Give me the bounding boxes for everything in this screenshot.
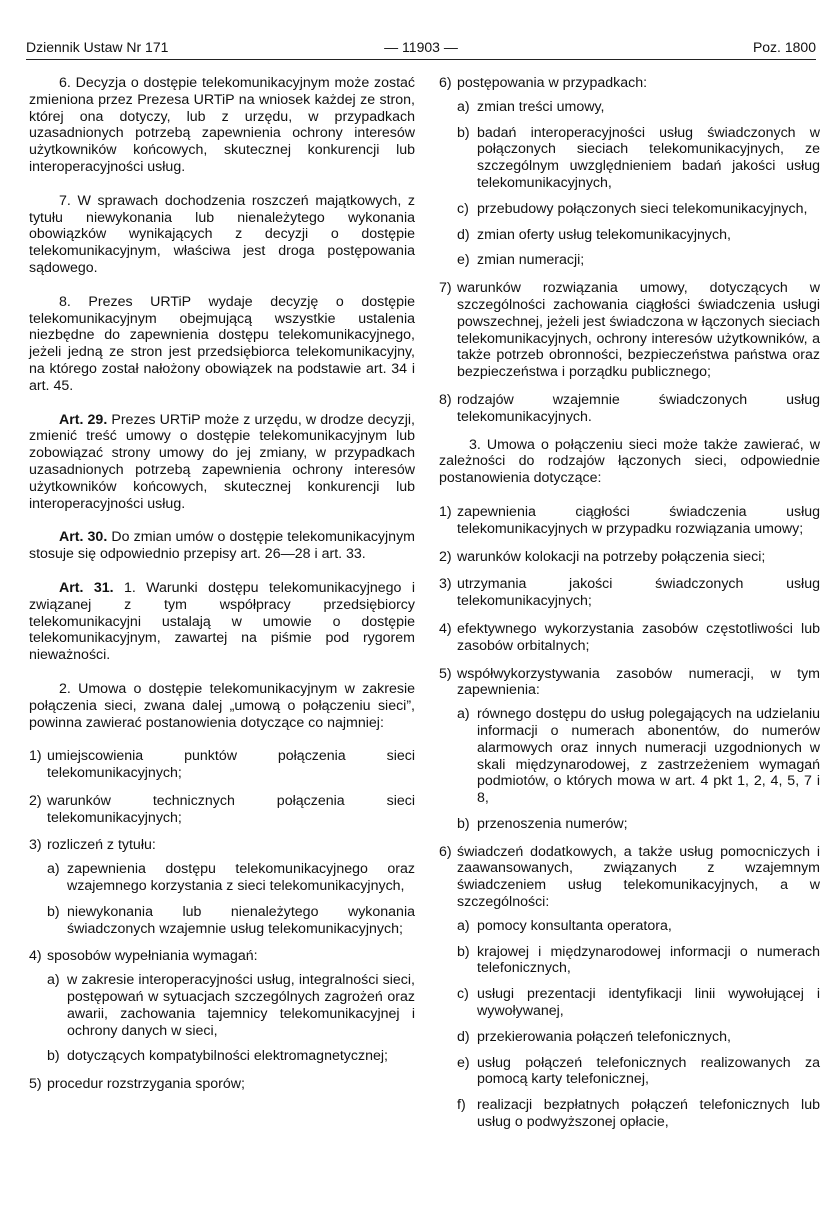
article-30 — [29, 529, 415, 563]
sub-item: a) zmian treści umowy, — [457, 98, 605, 115]
list-item: 1) zapewnienia ciągłości świadczenia usług telekomunikacyjnych w przypadku rozwiązania umowy; — [439, 503, 820, 537]
page-header — [26, 39, 816, 61]
sub-item: f) realizacji bezpłatnych połączeń telefonicznych lub usług o podwyższonej opłacie, — [457, 1097, 820, 1131]
list-item-group — [29, 837, 415, 937]
list-item-group — [439, 75, 820, 269]
list-item: 4) efektywnego wykorzystania zasobów częstotliwości lub zasobów orbitalnych; — [439, 620, 820, 654]
list-item: 1) umiejscowienia punktów połączenia sieci telekomunikacyjnych; — [29, 748, 415, 782]
sub-item: a) w zakresie interoperacyjności usług, integralności sieci, postępowań w sytuacjach szczególnych zagrożeń oraz awarii, zachowania tajemnicy telekomunikacyjnej i ochrony danych w sieci, — [47, 972, 415, 1039]
list-item: 4) sposobów wypełniania wymagań: — [29, 948, 258, 965]
article-30-text: Do zmian umów o dostępie telekomunikacyjnym stosuje się odpowiednio przepisy art. 26—28 i art. 33. — [29, 529, 415, 563]
left-column — [29, 75, 415, 1104]
position-number: Poz. 1800 — [752, 39, 816, 55]
sub-item: a) równego dostępu do usług polegających na udzielaniu informacji o numerach abonentów, do numerów alarmowych oraz innych numeracji uzgodnionych w skali międzynarodowej, z zastrzeżeniem wymagań podmiotów, o których mowa w art. 4 pkt 1, 2, 4, 5, 7 i 8, — [457, 706, 820, 807]
article-29-text: Prezes URTiP może z urzędu, w drodze decyzji, zmienić treść umowy o dostępie telekomunikacyjnym lub zobowiązać strony umowy do jej zmiany, w przypadkach uzasadnionych potrzebą zapewnienia ochrony interesów użytkowników końcowych, skutecznej konkurencji lub interoperacyjności usług. — [29, 411, 415, 512]
sub-item: b) przenoszenia numerów; — [457, 815, 628, 832]
paragraph-7: 7. W sprawach dochodzenia roszczeń majątkowych, z tytułu niewykonania lub nienależytego wykonania obowiązków wynikających z decyzji o dostępie telekomunikacyjnym, właściwa jest droga postępowania sądowego. — [29, 192, 415, 276]
paragraph-2: 2. Umowa o dostępie telekomunikacyjnym w zakresie połączenia sieci, zwana dalej „umową o połączeniu sieci”, powinna zawierać postanowienia dotyczące co najmniej: — [29, 680, 415, 731]
sub-item: e) zmian numeracji; — [457, 252, 585, 269]
sub-item: d) zmian oferty usług telekomunikacyjnych, — [457, 226, 731, 243]
article-31-label: Art. 31. — [59, 579, 114, 596]
list-item-group — [29, 948, 415, 1065]
list-item-group — [439, 844, 820, 1131]
sub-item: b) krajowej i międzynarodowej informacji o numerach telefonicznych, — [457, 943, 820, 977]
article-31-text: 1. Warunki dostępu telekomunikacyjnego i związanej z tym współpracy przedsiębiorcy telekomunikacyjni ustalają w umowie o dostępie telekomunikacyjnym, zawartej na piśmie pod rygorem nieważności. — [29, 579, 415, 664]
list-item: 3) rozliczeń z tytułu: — [29, 837, 156, 854]
list-item: 6) świadczeń dodatkowych, a także usług pomocniczych i zaawansowanych, związanych z wzajemnym świadczeniem usług telekomunikacyjnych, a w szczególności: — [439, 843, 820, 911]
sub-item: c) usługi prezentacji identyfikacji linii wywołującej i wywoływanej, — [457, 986, 820, 1020]
header-rule — [26, 59, 816, 60]
article-29-label: Art. 29. — [59, 411, 108, 428]
list-item: 3) utrzymania jakości świadczonych usług telekomunikacyjnych; — [439, 576, 820, 610]
sub-item: d) przekierowania połączeń telefonicznych, — [457, 1028, 731, 1045]
list-item: 6) postępowania w przypadkach: — [439, 75, 648, 91]
sub-item: e) usług połączeń telefonicznych realizowanych za pomocą karty telefonicznej, — [457, 1054, 820, 1088]
right-column — [439, 75, 820, 1142]
list-item: 8) rodzajów wzajemnie świadczonych usług telekomunikacyjnych. — [439, 391, 820, 425]
article-29 — [29, 412, 415, 513]
paragraph-8: 8. Prezes URTiP wydaje decyzję o dostępie telekomunikacyjnym obejmującą wszystkie ustalenia niezbędne do zapewnienia dostępu telekomunikacyjnego, jeżeli jedną ze stron jest przedsiębiorca telekomunikacyjny, na którego został nałożony obowiązek na podstawie art. 34 i art. 45. — [29, 293, 415, 394]
sub-item: b) niewykonania lub nienależytego wykonania świadczonych wzajemnie usług telekomunikacyjnych; — [47, 903, 415, 937]
paragraph-6: 6. Decyzja o dostępie telekomunikacyjnym może zostać zmieniona przez Prezesa URTiP na wniosek każdej ze stron, której ona dotyczy, lub z urzędu, w przypadkach uzasadnionych potrzebą zapewnienia ochrony interesów użytkowników końcowych, skutecznej konkurencji lub interoperacyjności usług. — [29, 75, 415, 175]
sub-item: c) przebudowy połączonych sieci telekomunikacyjnych, — [457, 200, 808, 217]
list-item: 5) współwykorzystywania zasobów numeracji, w tym zapewnienia: — [439, 665, 820, 699]
list-item: 2) warunków technicznych połączenia sieci telekomunikacyjnych; — [29, 792, 415, 826]
list-item: 7) warunków rozwiązania umowy, dotyczących w szczególności zachowania ciągłości świadczenia usługi powszechnej, jeżeli jest świadczona w łączonych sieciach telekomunikacyjnych, ochrony interesów użytkowników, a także potrzeb obronności, bezpieczeństwa państwa oraz bezpieczeństwa i porządku publicznego; — [439, 280, 820, 381]
article-30-label: Art. 30. — [59, 529, 108, 546]
sub-item: b) dotyczących kompatybilności elektromagnetycznej; — [47, 1048, 388, 1065]
sub-item: a) zapewnienia dostępu telekomunikacyjnego oraz wzajemnego korzystania z sieci telekomunikacyjnych, — [47, 861, 415, 895]
sub-item: a) pomocy konsultanta operatora, — [457, 917, 672, 934]
page-number: — 11903 — — [384, 39, 458, 55]
sub-item: b) badań interoperacyjności usług świadczonych w połączonych sieciach telekomunikacyjnych, ze szczególnym uwzględnieniem badań jakości usług telekomunikacyjnych, — [457, 124, 820, 191]
paragraph-3: 3. Umowa o połączeniu sieci może także zawierać, w zależności do rodzajów łączonych sieci, odpowiednie postanowienia dotyczące: — [439, 436, 820, 487]
journal-title: Dziennik Ustaw Nr 171 — [26, 39, 169, 55]
list-item-group — [439, 666, 820, 833]
article-31 — [29, 580, 415, 664]
list-item: 5) procedur rozstrzygania sporów; — [29, 1076, 245, 1093]
list-item: 2) warunków kolokacji na potrzeby połączenia sieci; — [439, 548, 766, 565]
